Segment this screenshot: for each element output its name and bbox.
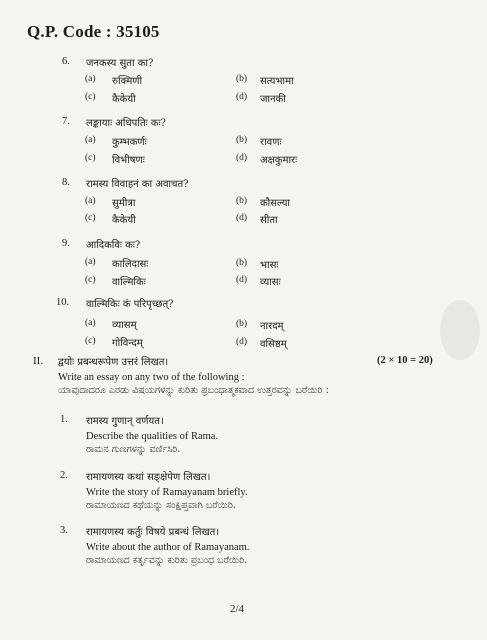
option-label: (a) bbox=[85, 74, 96, 84]
option-text: व्यासम् bbox=[112, 320, 137, 331]
question-number: 2. bbox=[60, 470, 68, 481]
option-text: वाल्मिकिः bbox=[112, 277, 146, 288]
option-text: रावणः bbox=[260, 137, 282, 148]
option-label: (b) bbox=[236, 74, 248, 84]
option-text: रुक्मिणी bbox=[112, 76, 143, 87]
option-label: (c) bbox=[85, 92, 96, 102]
option-label: (a) bbox=[85, 257, 96, 267]
section-number: II. bbox=[33, 355, 44, 367]
essay-question-kannada: ರಾಮಾಯಣದ ಕಥೆಯನ್ನು ಸಂಕ್ಷಿಪ್ತವಾಗಿ ಬರೆಯಿರಿ. bbox=[86, 500, 236, 511]
essay-question-english: Write about the author of Ramayanam. bbox=[86, 542, 250, 553]
option-text: विभीषणः bbox=[112, 155, 145, 166]
option-label: (a) bbox=[85, 135, 96, 145]
option-text: कुम्भकर्णः bbox=[112, 137, 147, 148]
essay-question-kannada: ರಾಮಾಯಣದ ಕರ್ತೃವನ್ನು ಕುರಿತು ಪ್ರಬಂಧ ಬರೆಯಿರಿ. bbox=[86, 555, 248, 566]
option-label: (d) bbox=[236, 337, 248, 347]
essay-question-english: Write the story of Ramayanam briefly. bbox=[86, 487, 248, 498]
question-number: 7. bbox=[62, 116, 70, 127]
option-label: (d) bbox=[236, 153, 248, 163]
option-label: (d) bbox=[236, 275, 248, 285]
scan-smudge bbox=[440, 300, 480, 360]
question-number: 8. bbox=[62, 177, 70, 188]
option-text: नारदम् bbox=[260, 321, 284, 332]
question-text: आदिकविः कः? bbox=[86, 240, 141, 251]
essay-question-sanskrit: रामायणस्य कथां सङ्क्षेपेण लिखत। bbox=[86, 472, 211, 483]
question-number: 10. bbox=[56, 297, 70, 308]
essay-question-sanskrit: रामायणस्य कर्तुः विषये प्रबन्धं लिखत। bbox=[86, 527, 220, 538]
section-instruction-sanskrit: द्वयोः प्रबन्धरूपेण उत्तरं लिखत। bbox=[58, 357, 169, 368]
option-text: सुमीत्रा bbox=[112, 198, 136, 209]
option-text: कैकेयी bbox=[112, 215, 136, 226]
option-label: (b) bbox=[236, 258, 248, 268]
option-text: कैकेयी bbox=[112, 94, 136, 105]
section-instruction-kannada: ಯಾವುದಾದರೂ ಎರಡು ವಿಷಯಗಳನ್ನು ಕುರಿತು ಪ್ರಬಂಧಾತ್ಮಕವಾದ ಉತ್ತರವನ್ನು ಬರೆಯಿರಿ : bbox=[58, 385, 329, 396]
question-number: 3. bbox=[60, 525, 68, 536]
question-number: 9. bbox=[62, 238, 70, 249]
option-text: कालिदासः bbox=[112, 259, 149, 270]
question-number: 1. bbox=[60, 414, 68, 425]
page-number: 2/4 bbox=[230, 603, 245, 615]
option-label: (b) bbox=[236, 319, 248, 329]
essay-question-kannada: ರಾಮನ ಗುಣಗಳನ್ನು ವರ್ಣಿಸಿರಿ. bbox=[86, 444, 181, 455]
option-text: कौसल्या bbox=[260, 198, 290, 209]
option-text: जानकी bbox=[260, 94, 286, 105]
section-instruction-english: Write an essay on any two of the following : bbox=[58, 372, 245, 383]
option-text: गोविन्दम् bbox=[112, 338, 143, 349]
option-label: (d) bbox=[236, 213, 248, 223]
option-text: सत्यभामा bbox=[260, 76, 294, 87]
option-label: (a) bbox=[85, 196, 96, 206]
option-label: (b) bbox=[236, 196, 248, 206]
question-text: लङ्कायाः अधिपतिः कः? bbox=[86, 118, 166, 129]
option-label: (c) bbox=[85, 213, 96, 223]
option-label: (c) bbox=[85, 153, 96, 163]
option-label: (d) bbox=[236, 92, 248, 102]
option-text: अक्षकुमारः bbox=[260, 155, 298, 166]
option-label: (c) bbox=[85, 336, 96, 346]
qp-code: Q.P. Code : 35105 bbox=[27, 22, 160, 41]
option-text: वसिष्ठम् bbox=[260, 339, 287, 350]
question-text: वाल्मिकिः कं परिपृच्छत्? bbox=[86, 299, 174, 310]
essay-question-english: Describe the qualities of Rama. bbox=[86, 431, 219, 442]
option-label: (a) bbox=[85, 318, 96, 328]
question-number: 6. bbox=[62, 56, 70, 67]
option-text: व्यासः bbox=[260, 277, 281, 288]
option-label: (b) bbox=[236, 135, 248, 145]
essay-question-sanskrit: रामस्य गुणान् वर्णयत। bbox=[86, 416, 164, 427]
question-text: रामस्य विवाहनं का अवाचत? bbox=[86, 179, 189, 190]
option-label: (c) bbox=[85, 275, 96, 285]
question-text: जनकस्य सुता का? bbox=[86, 58, 154, 69]
option-text: सीता bbox=[260, 215, 278, 226]
section-marks: (2 × 10 = 20) bbox=[377, 355, 433, 366]
option-text: भासः bbox=[260, 260, 279, 271]
